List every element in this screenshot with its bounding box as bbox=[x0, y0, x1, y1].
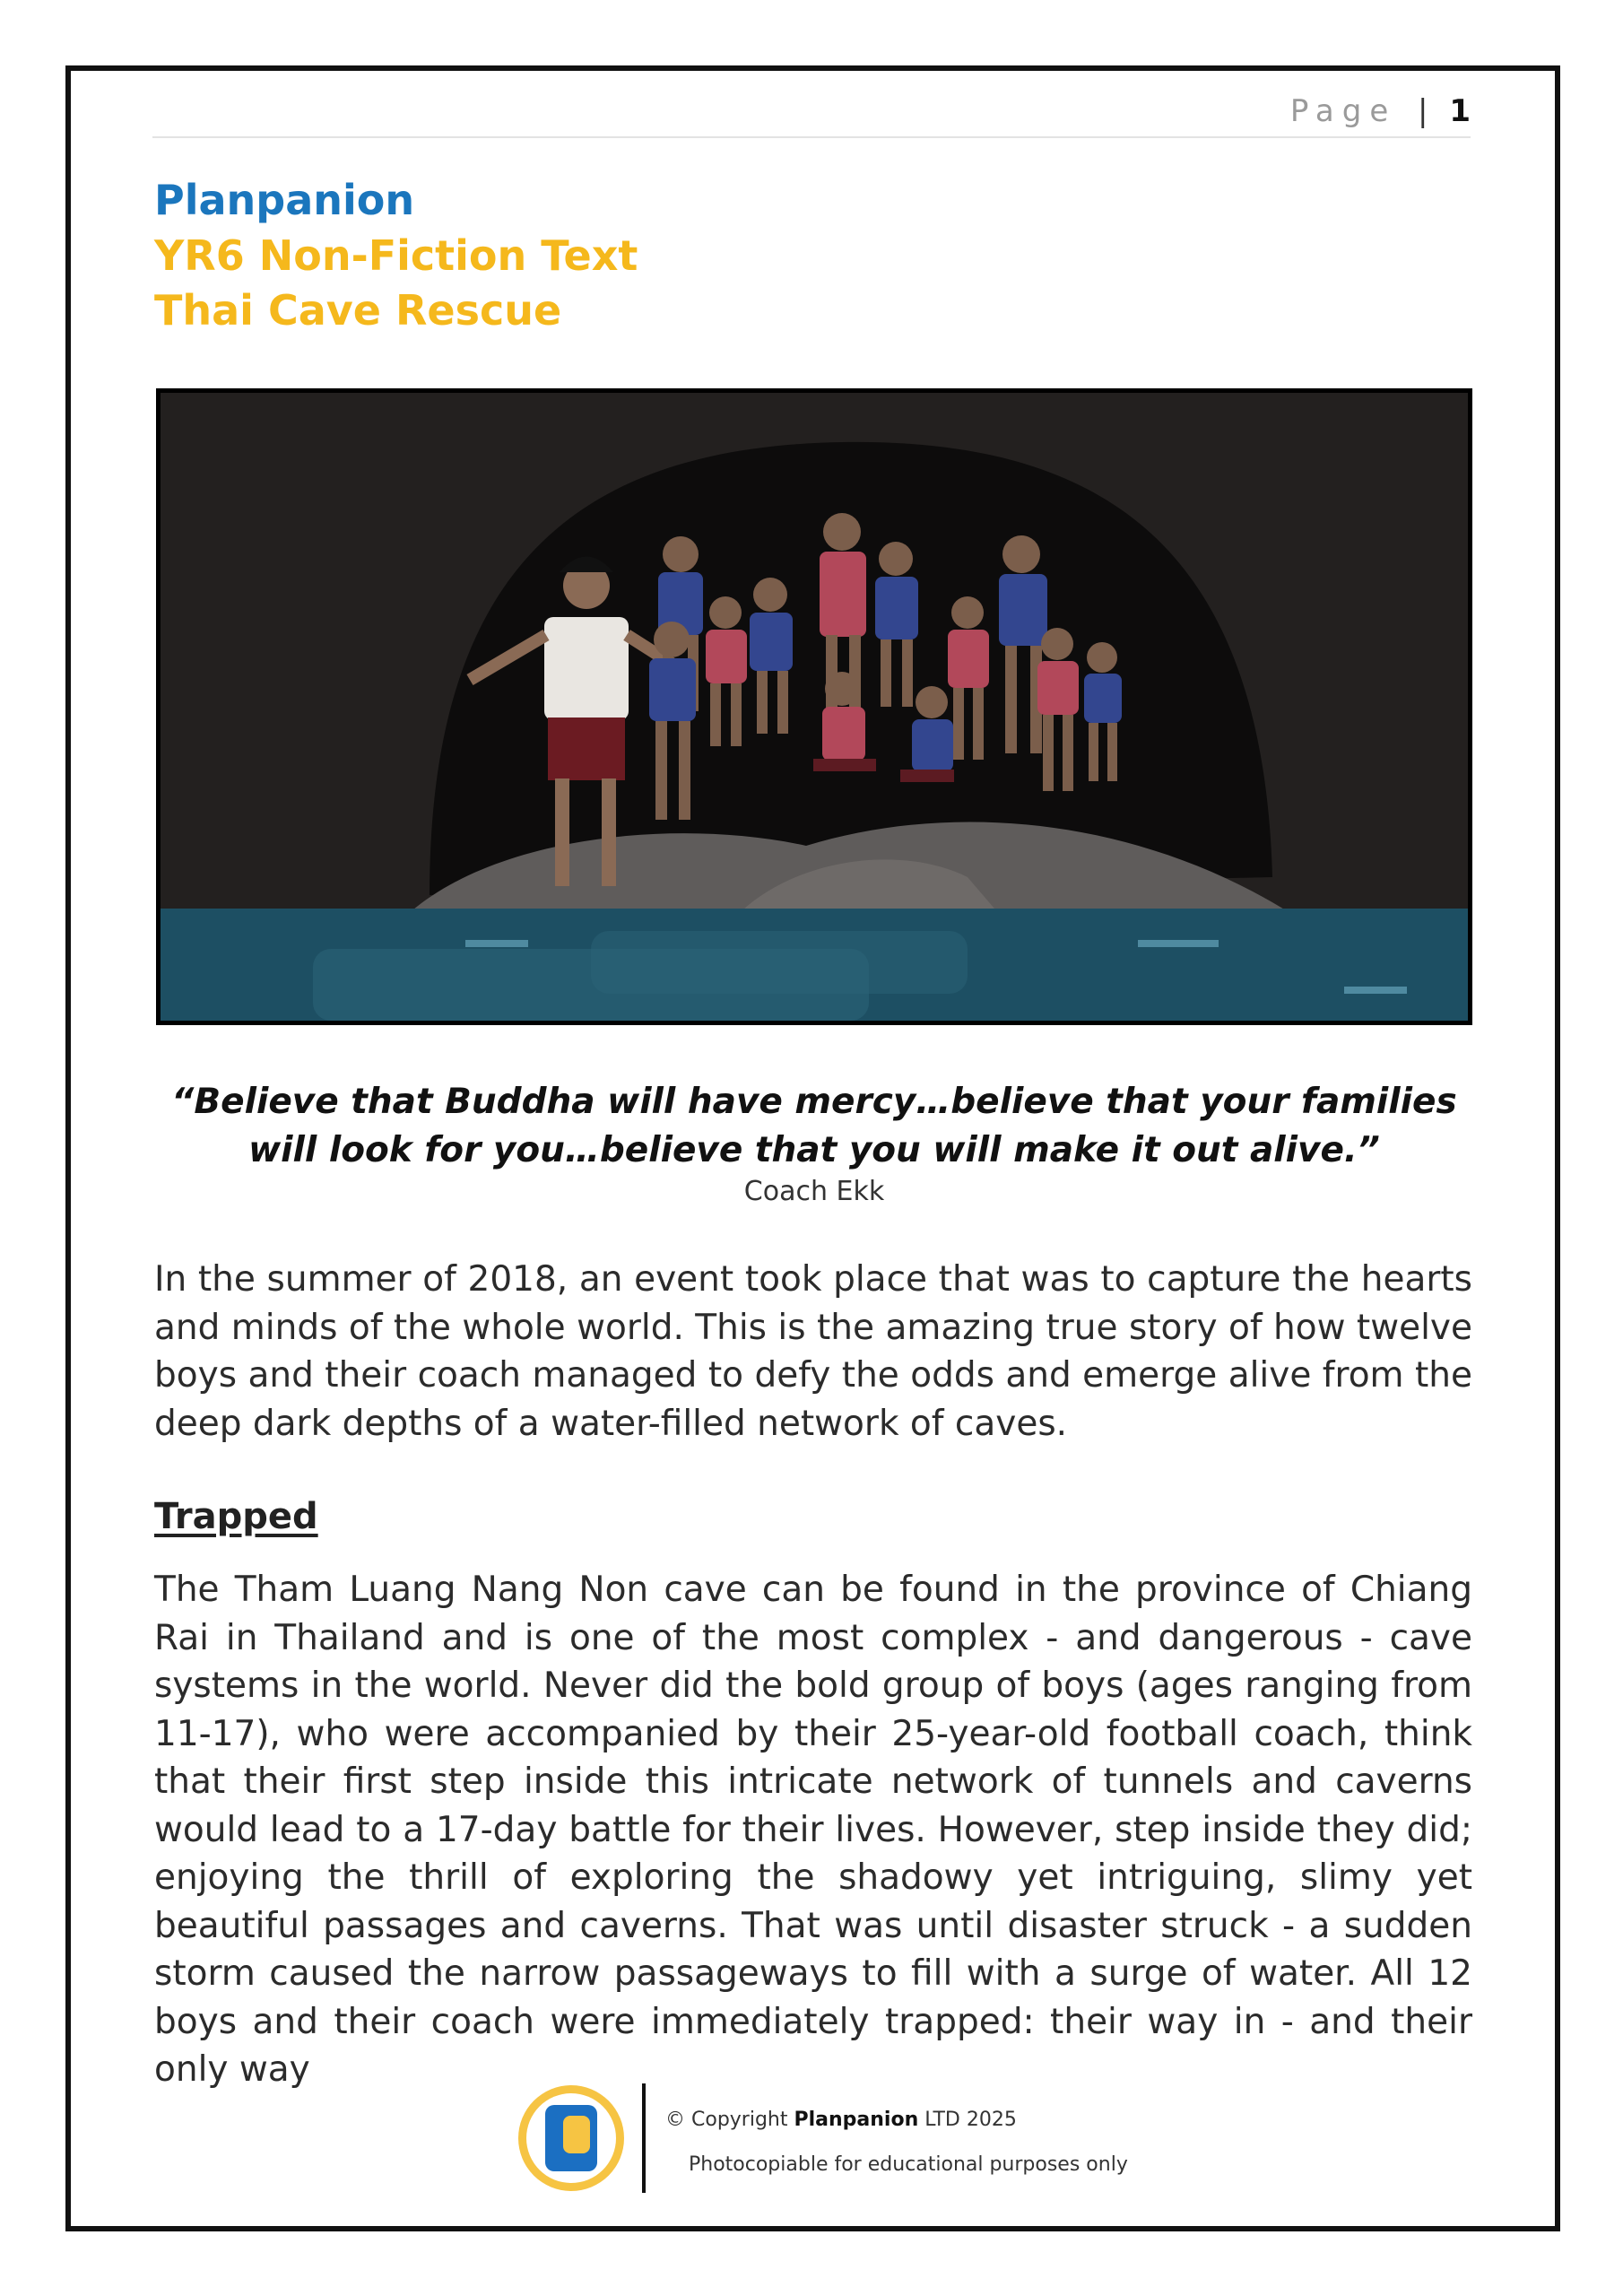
footer-copyright bbox=[665, 2109, 1017, 2131]
pull-quote: “Believe that Buddha will have mercy…believe that your families will look for you…believe that you will make it out alive.” bbox=[171, 1082, 1457, 1170]
cave-rescue-illustration bbox=[156, 388, 1472, 1025]
intro-paragraph: In the summer of 2018, an event took place that was to capture the hearts and minds of the whole world. This is the amazing true story of how twelve boys and their coach managed to defy the odds and emerge alive from the deep dark depths of a water-filled network of caves. bbox=[154, 1259, 1472, 1444]
cave-scene-svg bbox=[161, 393, 1468, 1021]
page-separator: | bbox=[1418, 93, 1428, 129]
brand-title: Planpanion bbox=[154, 176, 415, 224]
footer-divider bbox=[642, 2083, 646, 2193]
page-label: Page bbox=[1289, 93, 1397, 129]
page-number-header bbox=[152, 93, 1471, 138]
document-topic: Thai Cave Rescue bbox=[154, 286, 562, 335]
document-subtitle: YR6 Non-Fiction Text bbox=[154, 231, 638, 280]
copyright-prefix: © Copyright bbox=[665, 2109, 788, 2131]
section-paragraph: The Tham Luang Nang Non cave can be found in the province of Chiang Rai in Thailand and is one of the most complex - and dangerous - cave systems in the world. Never did the bold group of boys (ages ranging from 11-17), who were accompanied by their 25-year-old football coach, think that their first step inside this intricate network of tunnels and caverns would lead to a 17-day battle for their lives. However, step inside they did; enjoying the thrill of exploring the shadowy yet intriguing, slimy yet beautiful passages and caverns. That was until disaster struck - a sudden storm caused the narrow passageways to fill with a surge of water. All 12 boys and their coach were immediately trapped: their way in - and their only way bbox=[154, 1570, 1472, 2090]
planpanion-logo-icon bbox=[518, 2085, 624, 2191]
quote-author: Coach Ekk bbox=[743, 1176, 885, 1207]
copyright-brand: Planpanion bbox=[794, 2109, 919, 2131]
footer-note: Photocopiable for educational purposes only bbox=[689, 2153, 1128, 2176]
copyright-suffix: LTD 2025 bbox=[924, 2109, 1017, 2131]
section-heading: Trapped bbox=[154, 1496, 318, 1537]
page-number: 1 bbox=[1449, 93, 1471, 129]
